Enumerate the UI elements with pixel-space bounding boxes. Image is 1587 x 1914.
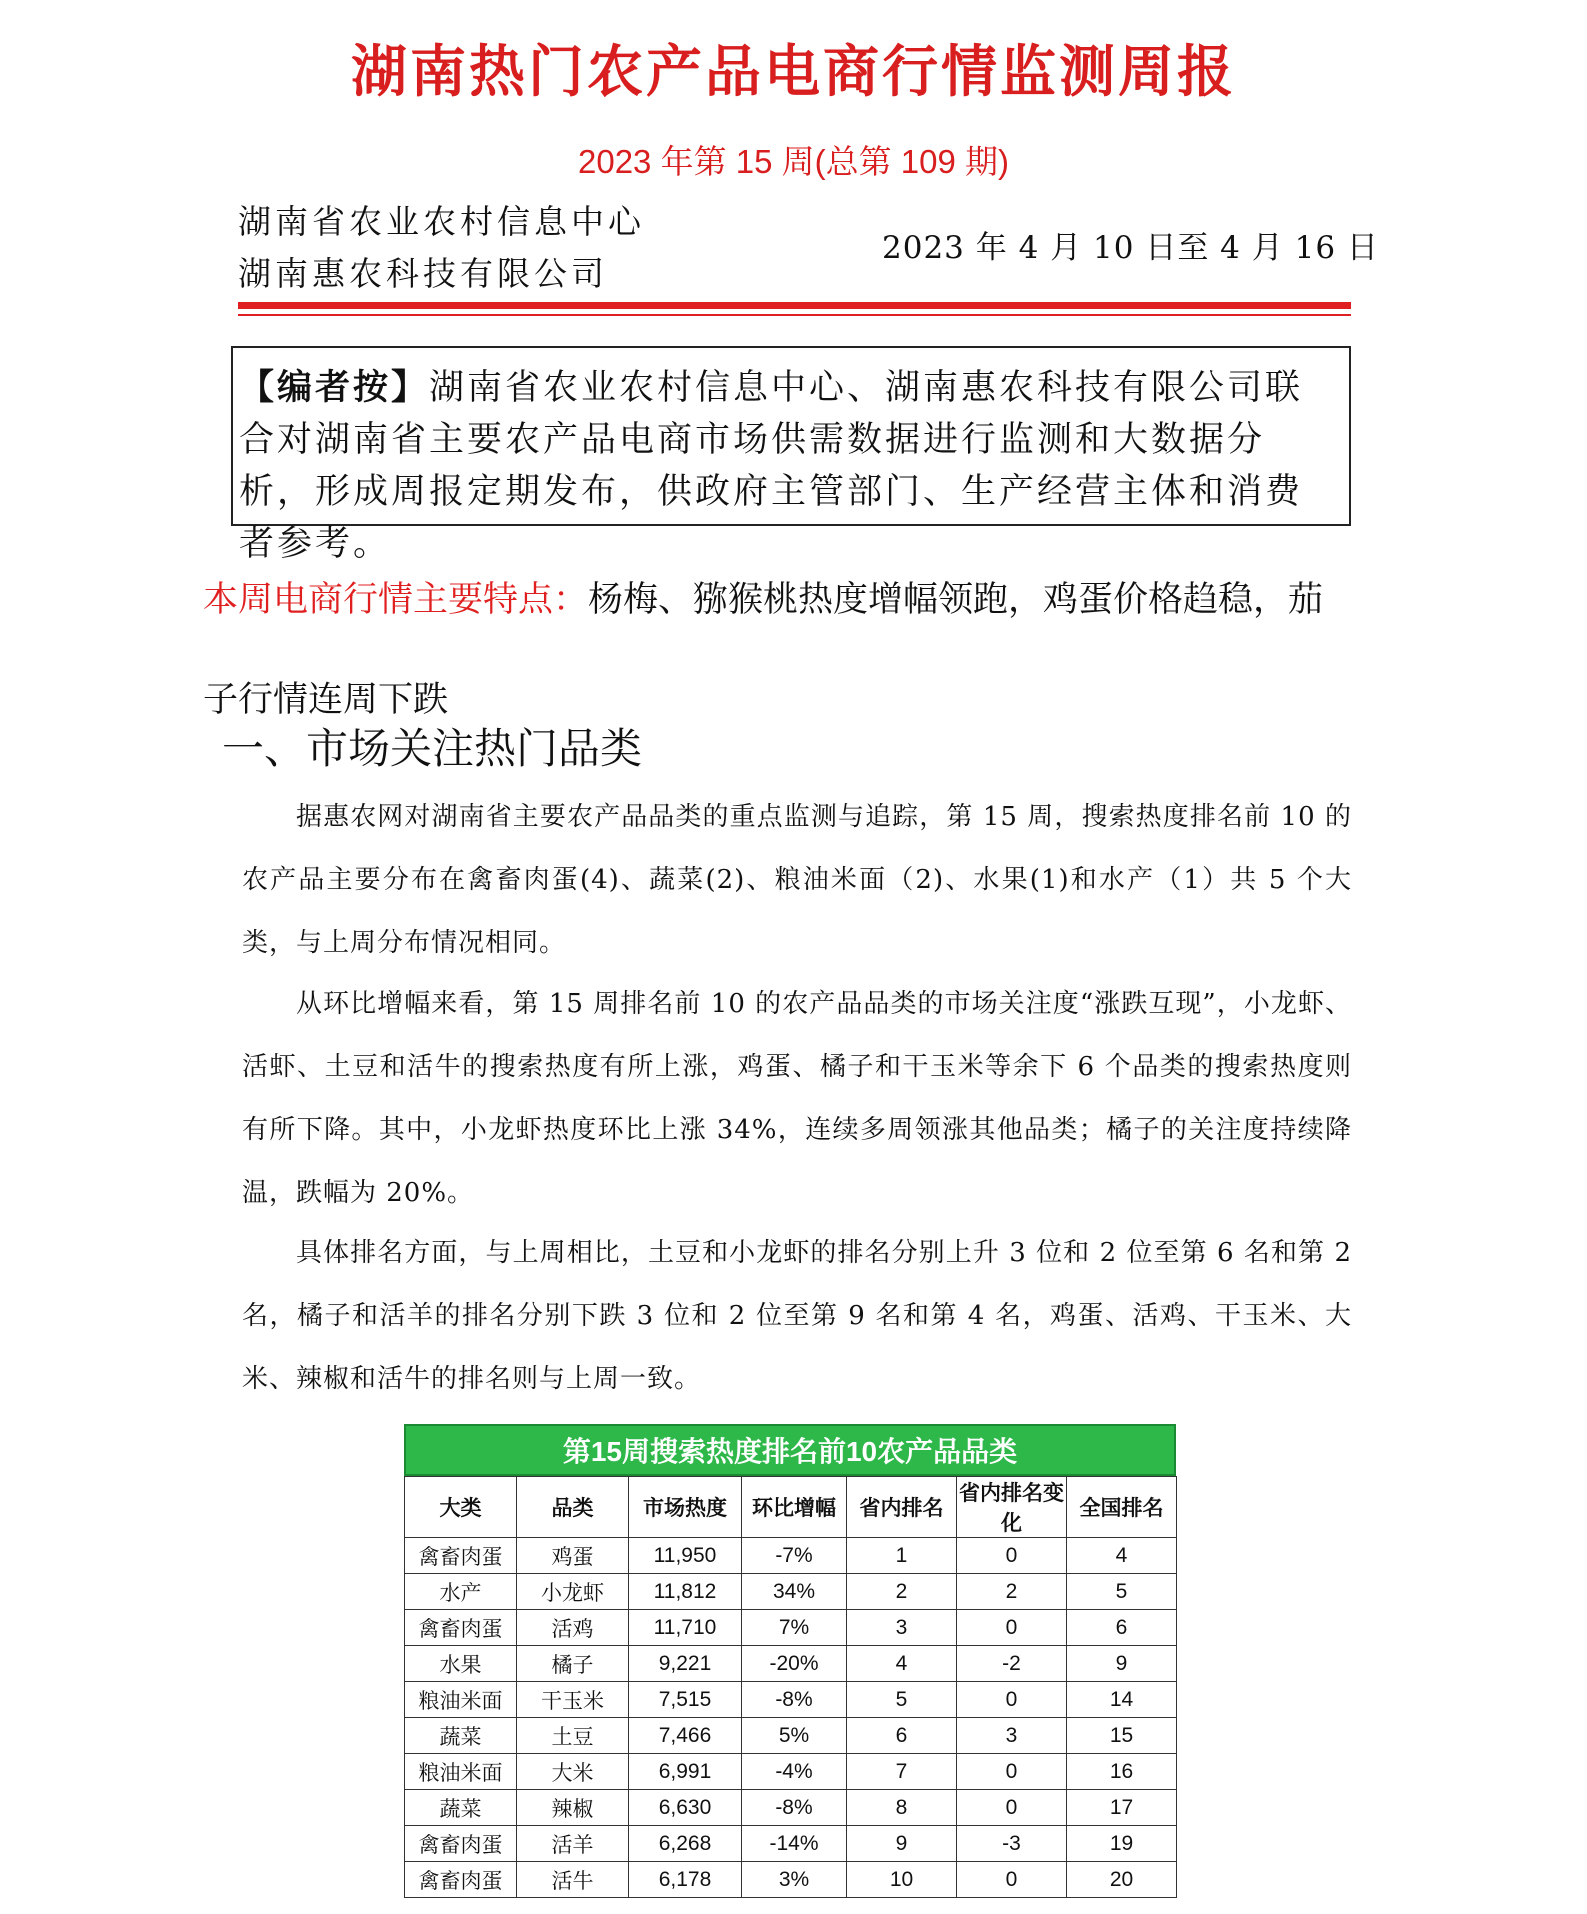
cell-category: 粮油米面 bbox=[405, 1754, 517, 1790]
editor-note-label: 【编者按】 bbox=[239, 367, 430, 408]
cell-change: 34% bbox=[742, 1574, 847, 1610]
table-title: 第15周搜索热度排名前10农产品品类 bbox=[404, 1424, 1176, 1476]
col-header-heat: 市场热度 bbox=[629, 1477, 742, 1538]
cell-category: 蔬菜 bbox=[405, 1718, 517, 1754]
highlight-label: 本周电商行情主要特点： bbox=[203, 580, 589, 620]
cell-rank-change: 0 bbox=[957, 1538, 1067, 1574]
paragraph-1: 据惠农网对湖南省主要农产品品类的重点监测与追踪，第 15 周，搜索热度排名前 10 的农产品主要分布在禽畜肉蛋(4)、蔬菜(2)、粮油米面（2)、水果(1)和水产（1）共 5 个大类，与上周分布情况相同。 bbox=[242, 802, 1352, 958]
cell-rank-change: 0 bbox=[957, 1754, 1067, 1790]
cell-heat: 9,221 bbox=[629, 1646, 742, 1682]
cell-rank-change: 2 bbox=[957, 1574, 1067, 1610]
ranking-table bbox=[404, 1424, 1176, 1898]
table-row bbox=[405, 1862, 1177, 1898]
cell-province-rank: 2 bbox=[847, 1574, 957, 1610]
cell-rank-change: -3 bbox=[957, 1826, 1067, 1862]
paragraph-3: 具体排名方面，与上周相比，土豆和小龙虾的排名分别上升 3 位和 2 位至第 6 名和第 2 名，橘子和活羊的排名分别下跌 3 位和 2 位至第 9 名和第 4 名，鸡蛋、活鸡、干玉米、大米、辣椒和活牛的排名则与上周一致。 bbox=[242, 1238, 1352, 1394]
cell-rank-change: 0 bbox=[957, 1790, 1067, 1826]
cell-national-rank: 20 bbox=[1067, 1862, 1177, 1898]
table-row bbox=[405, 1610, 1177, 1646]
header-divider-thick bbox=[238, 302, 1351, 309]
table-header-row bbox=[405, 1477, 1177, 1538]
cell-change: 5% bbox=[742, 1718, 847, 1754]
cell-category: 禽畜肉蛋 bbox=[405, 1610, 517, 1646]
publisher-1: 湖南省农业农村信息中心 bbox=[238, 202, 645, 241]
cell-category: 禽畜肉蛋 bbox=[405, 1862, 517, 1898]
cell-change: 7% bbox=[742, 1610, 847, 1646]
cell-province-rank: 5 bbox=[847, 1682, 957, 1718]
table-row bbox=[405, 1538, 1177, 1574]
table-row bbox=[405, 1754, 1177, 1790]
cell-national-rank: 16 bbox=[1067, 1754, 1177, 1790]
cell-rank-change: -2 bbox=[957, 1646, 1067, 1682]
cell-rank-change: 0 bbox=[957, 1862, 1067, 1898]
table-row bbox=[405, 1718, 1177, 1754]
cell-heat: 11,812 bbox=[629, 1574, 742, 1610]
cell-national-rank: 19 bbox=[1067, 1826, 1177, 1862]
cell-category: 水产 bbox=[405, 1574, 517, 1610]
cell-national-rank: 4 bbox=[1067, 1538, 1177, 1574]
table-row bbox=[405, 1646, 1177, 1682]
cell-heat: 7,466 bbox=[629, 1718, 742, 1754]
cell-heat: 6,991 bbox=[629, 1754, 742, 1790]
cell-product: 活鸡 bbox=[517, 1610, 629, 1646]
cell-rank-change: 3 bbox=[957, 1718, 1067, 1754]
col-header-national-rank: 全国排名 bbox=[1067, 1477, 1177, 1538]
cell-category: 粮油米面 bbox=[405, 1682, 517, 1718]
cell-national-rank: 6 bbox=[1067, 1610, 1177, 1646]
cell-national-rank: 15 bbox=[1067, 1718, 1177, 1754]
cell-heat: 6,178 bbox=[629, 1862, 742, 1898]
table-row bbox=[405, 1790, 1177, 1826]
date-range: 2023 年 4 月 10 日至 4 月 16 日 bbox=[882, 230, 1379, 266]
cell-change: -4% bbox=[742, 1754, 847, 1790]
cell-category: 水果 bbox=[405, 1646, 517, 1682]
cell-category: 禽畜肉蛋 bbox=[405, 1538, 517, 1574]
cell-product: 干玉米 bbox=[517, 1682, 629, 1718]
cell-province-rank: 3 bbox=[847, 1610, 957, 1646]
cell-national-rank: 14 bbox=[1067, 1682, 1177, 1718]
cell-rank-change: 0 bbox=[957, 1682, 1067, 1718]
col-header-rank-change: 省内排名变化 bbox=[957, 1477, 1067, 1538]
editor-note-text: 湖南省农业农村信息中心、湖南惠农科技有限公司联合对湖南省主要农产品电商市场供需数据进行监测和大数据分析，形成周报定期发布，供政府主管部门、生产经营主体和消费者参考。 bbox=[239, 368, 1304, 564]
cell-heat: 11,950 bbox=[629, 1538, 742, 1574]
cell-change: -7% bbox=[742, 1538, 847, 1574]
cell-province-rank: 10 bbox=[847, 1862, 957, 1898]
table-body bbox=[405, 1538, 1177, 1898]
cell-product: 大米 bbox=[517, 1754, 629, 1790]
cell-province-rank: 4 bbox=[847, 1646, 957, 1682]
cell-heat: 11,710 bbox=[629, 1610, 742, 1646]
cell-product: 辣椒 bbox=[517, 1790, 629, 1826]
cell-product: 鸡蛋 bbox=[517, 1538, 629, 1574]
issue-number: 2023 年第 15 周(总第 109 期) bbox=[578, 143, 1009, 180]
ranking-grid bbox=[404, 1476, 1177, 1898]
table-row bbox=[405, 1574, 1177, 1610]
cell-product: 橘子 bbox=[517, 1646, 629, 1682]
section-heading: 一、市场关注热门品类 bbox=[222, 724, 643, 773]
cell-change: -14% bbox=[742, 1826, 847, 1862]
cell-national-rank: 9 bbox=[1067, 1646, 1177, 1682]
cell-change: -8% bbox=[742, 1682, 847, 1718]
cell-heat: 6,630 bbox=[629, 1790, 742, 1826]
cell-rank-change: 0 bbox=[957, 1610, 1067, 1646]
cell-product: 土豆 bbox=[517, 1718, 629, 1754]
cell-province-rank: 7 bbox=[847, 1754, 957, 1790]
highlight-text: 杨梅、猕猴桃热度增幅领跑，鸡蛋价格趋稳，茄子行情连周下跌 bbox=[203, 580, 1324, 720]
cell-category: 蔬菜 bbox=[405, 1790, 517, 1826]
col-header-product: 品类 bbox=[517, 1477, 629, 1538]
cell-change: -20% bbox=[742, 1646, 847, 1682]
col-header-province-rank: 省内排名 bbox=[847, 1477, 957, 1538]
col-header-category: 大类 bbox=[405, 1477, 517, 1538]
table-row bbox=[405, 1826, 1177, 1862]
cell-national-rank: 5 bbox=[1067, 1574, 1177, 1610]
cell-change: 3% bbox=[742, 1862, 847, 1898]
paragraph-2: 从环比增幅来看，第 15 周排名前 10 的农产品品类的市场关注度“涨跌互现”，小龙虾、活虾、土豆和活牛的搜索热度有所上涨，鸡蛋、橘子和干玉米等余下 6 个品类的搜索热度则有所下降。其中，小龙虾热度环比上涨 34%，连续多周领涨其他品类；橘子的关注度持续降温，跌幅为 20%。 bbox=[242, 989, 1352, 1208]
col-header-change: 环比增幅 bbox=[742, 1477, 847, 1538]
header-divider-thin bbox=[238, 314, 1351, 316]
cell-change: -8% bbox=[742, 1790, 847, 1826]
cell-heat: 6,268 bbox=[629, 1826, 742, 1862]
editor-note-box bbox=[231, 346, 1351, 564]
cell-national-rank: 17 bbox=[1067, 1790, 1177, 1826]
cell-product: 活羊 bbox=[517, 1826, 629, 1862]
cell-product: 小龙虾 bbox=[517, 1574, 629, 1610]
cell-province-rank: 9 bbox=[847, 1826, 957, 1862]
cell-province-rank: 8 bbox=[847, 1790, 957, 1826]
cell-product: 活牛 bbox=[517, 1862, 629, 1898]
cell-category: 禽畜肉蛋 bbox=[405, 1826, 517, 1862]
cell-province-rank: 6 bbox=[847, 1718, 957, 1754]
publisher-2: 湖南惠农科技有限公司 bbox=[238, 254, 608, 293]
report-title: 湖南热门农产品电商行情监测周报 bbox=[351, 39, 1236, 105]
cell-province-rank: 1 bbox=[847, 1538, 957, 1574]
cell-heat: 7,515 bbox=[629, 1682, 742, 1718]
table-row bbox=[405, 1682, 1177, 1718]
